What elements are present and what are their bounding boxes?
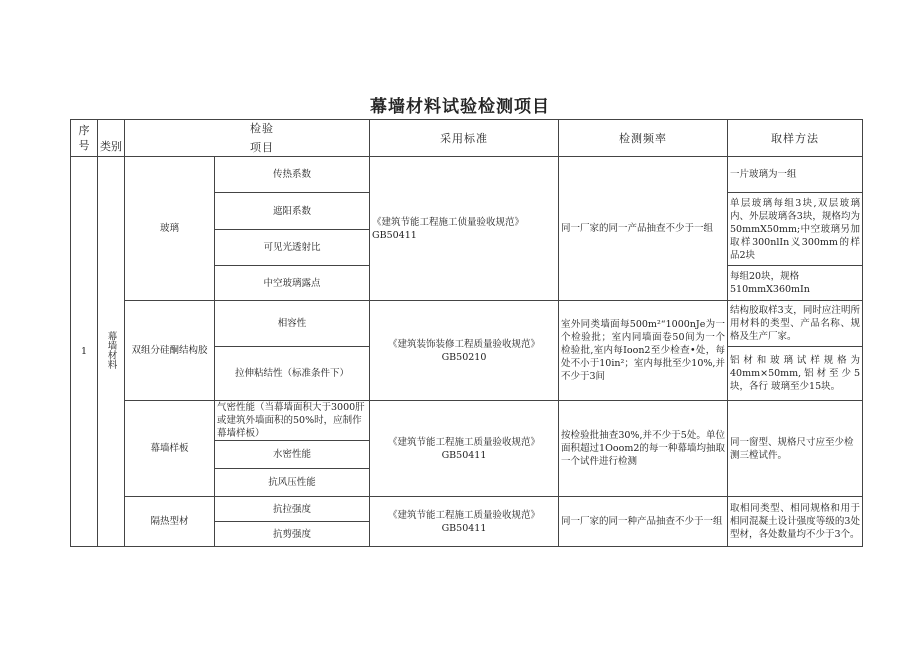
profile-sampling: 取相同类型、相同规格和用于相同混凝土设计强度等级的3处型材，各处数量均不少于3个。 (728, 497, 863, 547)
glass-item-4: 中空玻璃露点 (215, 266, 370, 301)
header-category (98, 120, 125, 157)
glass-standard: 《建筑节能工程施工侦量验收规范》GB50411 (370, 157, 559, 301)
header-item (125, 120, 370, 157)
panel-standard: 《建筑节能工程施工质量验收规范》GB50411 (370, 401, 559, 497)
row-category-label: 幕墙材料 (105, 330, 117, 369)
glass-frequency: 同一厂家的同一产品抽查不少于一组 (559, 157, 728, 301)
profile-standard: 《建筑节能工程施工质量验收规范》GB50411 (370, 497, 559, 547)
row-seq: 1 (71, 157, 98, 547)
sealant-item-1: 相容性 (215, 301, 370, 347)
glass-item-2: 遮阳系数 (215, 193, 370, 230)
panel-item-3: 抗风压性能 (215, 469, 370, 497)
panel-name: 幕墙样板 (125, 401, 215, 497)
sealant-name: 双组分硅酮结构胶 (125, 301, 215, 401)
header-seq-label: 序号 (78, 124, 90, 152)
sealant-sampling-1: 结构胶取样3支，同时应注明所用材料的类型、产品名称、规格及生产厂家。 (728, 301, 863, 347)
header-category-label: 类别 (100, 140, 122, 153)
sealant-standard: 《建筑装饰装修工程质量验收规范》GB50210 (370, 301, 559, 401)
glass-sampling-1: 一片玻璃为一组 (728, 157, 863, 193)
profile-frequency: 同一厂家的同一种产品抽查不少于一组 (559, 497, 728, 547)
header-item-line1: 检验 (250, 122, 274, 135)
panel-item-2: 水密性能 (215, 441, 370, 469)
panel-frequency: 按检验批抽查30%,并不少于5处。单位面积超过1Ooom2的每一种幕墙均抽取一个试件进行检测 (559, 401, 728, 497)
profile-item-1: 抗拉强度 (215, 497, 370, 522)
row-category (98, 157, 125, 547)
header-sampling: 取样方法 (728, 120, 863, 157)
inspection-table (70, 119, 863, 547)
header-frequency: 检测频率 (559, 120, 728, 157)
profile-item-2: 抗剪强度 (215, 522, 370, 547)
glass-name: 玻璃 (125, 157, 215, 301)
header-standard: 采用标准 (370, 120, 559, 157)
table-row (71, 157, 863, 193)
table-row (71, 497, 863, 522)
document-title: 幕墙材料试验检测项目 (370, 97, 550, 117)
glass-sampling-3: 每组20块，规格510mmX360mIn (728, 266, 863, 301)
sealant-frequency: 室外同类墙面每500m²“1000nJe为一个检验批；室内同墙面卷50间为一个检验批,室内每Ioon2至少检查•处，每处不小于10in²；室内每批至少10%,并不少于3间 (559, 301, 728, 401)
panel-item-1: 气密性能（当幕墙面积大于3000肝或建筑外墙面积的50%时，应制作幕墙样板） (215, 401, 370, 441)
table-row (71, 301, 863, 347)
glass-item-3: 可见光透射比 (215, 230, 370, 266)
header-item-line2: 项目 (250, 141, 274, 154)
sealant-sampling-2: 铝材和玻璃试样规格为40mm×50mm,铝材至少5块，各行 玻璃至少15块。 (728, 347, 863, 401)
header-seq (71, 120, 98, 157)
profile-name: 隔热型材 (125, 497, 215, 547)
panel-sampling: 同一窗型、规格尺寸应至少检测三樘试件。 (728, 401, 863, 497)
sealant-item-2: 拉伸粘结性（标准条件下） (215, 347, 370, 401)
glass-item-1: 传热系数 (215, 157, 370, 193)
table-row (71, 401, 863, 441)
glass-sampling-2: 单层玻璃每组3块,双层玻璃内、外层玻璃各3块，规格均为50mmX50mm;中空玻璃另加取样300nlIn义300mm的样品2块 (728, 193, 863, 266)
header-row (71, 120, 863, 157)
